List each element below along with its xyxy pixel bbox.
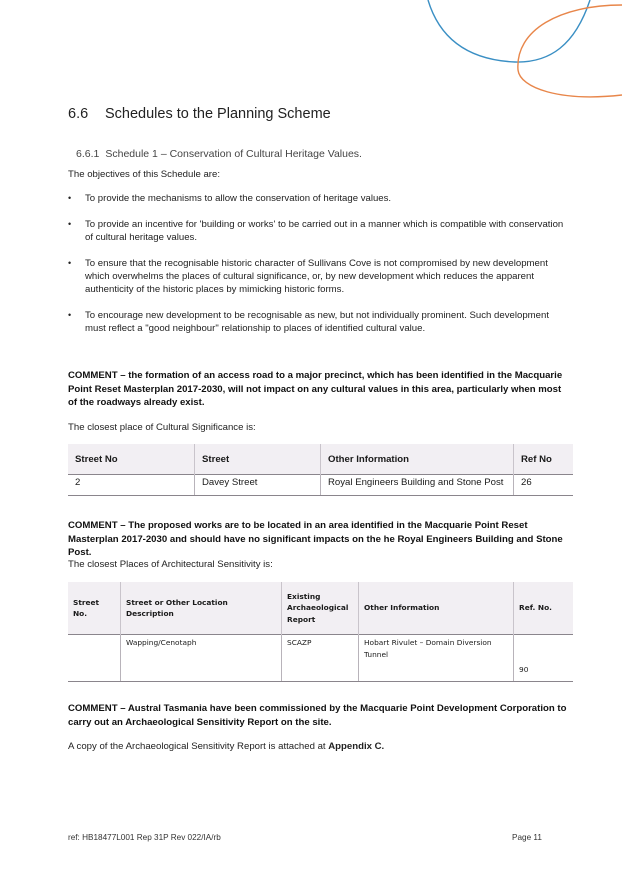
appendix-note xyxy=(68,740,384,753)
cell-street-no xyxy=(68,635,121,682)
page-number: Page 11 xyxy=(512,833,542,842)
blue-arc xyxy=(428,0,590,62)
comment-access-road: COMMENT – the formation of an access road to a major precinct, which has been identified in the Macquarie Point Reset Masterplan 2017-2030, will not impact on any cultural values in this area, particularly when most of the roadways already exist. xyxy=(68,370,563,408)
table-row xyxy=(68,635,573,682)
col-header-ref-no: Ref No xyxy=(514,444,574,475)
subsection-number: 6.6.1 xyxy=(76,148,100,160)
col-header-street-no: Street No. xyxy=(68,582,121,635)
table-row xyxy=(68,475,573,496)
decorative-arcs xyxy=(0,0,622,110)
col-header-arch-report: Existing Archaeological Report xyxy=(282,582,359,635)
comment-proposed-works: COMMENT – The proposed works are to be located in an area identified in the Macquarie Point Reset Masterplan 2017-2030 and should have no significant impacts on the he Royal Engineers Building and Stone Post. xyxy=(68,520,563,558)
list-item: • To encourage new development to be recognisable as new, but not individually prominent. Such development must reflect a "good neighbour" relationship to places of identified cultural value. xyxy=(68,310,549,334)
cell-ref-no: 90 xyxy=(514,635,574,682)
bullet-icon: • xyxy=(68,310,72,320)
subsection-heading xyxy=(76,148,362,160)
cell-street: Davey Street xyxy=(195,475,321,496)
col-header-location: Street or Other Location Description xyxy=(121,582,282,635)
cell-arch-report: SCAZP xyxy=(282,635,359,682)
bullet-icon: • xyxy=(68,258,72,268)
section-title: Schedules to the Planning Scheme xyxy=(105,106,331,122)
cell-location: Wapping/Cenotaph xyxy=(121,635,282,682)
objectives-intro: The objectives of this Schedule are: xyxy=(68,169,220,180)
closest-cultural-label: The closest place of Cultural Significance is: xyxy=(68,422,256,433)
col-header-other-info: Other Information xyxy=(359,582,514,635)
list-item: • To ensure that the recognisable historic character of Sullivans Cove is not compromised by new development which overwhelms the places of cultural significance, or, by new development which reduces the apparent authenticity of the historic places by mimicking historic forms. xyxy=(68,258,548,295)
cell-ref-no: 26 xyxy=(514,475,574,496)
bullet-icon: • xyxy=(68,193,72,203)
list-item: • To provide an incentive for 'building or works' to be carried out in a manner which is compatible with conservation of cultural heritage values. xyxy=(68,219,564,243)
closest-arch-label: The closest Places of Architectural Sensitivity is: xyxy=(68,559,273,570)
section-number: 6.6 xyxy=(68,106,89,122)
architectural-sensitivity-table xyxy=(68,582,573,682)
cell-other-info: Hobart Rivulet – Domain Diversion Tunnel xyxy=(359,635,514,682)
cell-street-no: 2 xyxy=(68,475,195,496)
comment-austral-tasmania: COMMENT – Austral Tasmania have been commissioned by the Macquarie Point Development Corporation to carry out an Archaeological Sensitivity Report on the site. xyxy=(68,703,567,728)
bullet-icon: • xyxy=(68,219,72,229)
orange-arc xyxy=(518,5,622,97)
cultural-significance-table xyxy=(68,444,573,496)
objectives-list xyxy=(68,192,568,335)
col-header-ref-no: Ref. No. xyxy=(514,582,574,635)
list-item: • To provide the mechanisms to allow the conservation of heritage values. xyxy=(68,193,392,204)
section-heading xyxy=(68,106,331,122)
subsection-title: Schedule 1 – Conservation of Cultural Heritage Values. xyxy=(105,148,362,160)
col-header-street: Street xyxy=(195,444,321,475)
footer-ref: ref: HB18477L001 Rep 31P Rev 022/IA/rb xyxy=(68,833,221,842)
cell-other-info: Royal Engineers Building and Stone Post xyxy=(321,475,514,496)
appendix-ref: Appendix C. xyxy=(328,741,385,752)
col-header-other-info: Other Information xyxy=(321,444,514,475)
appendix-text: A copy of the Archaeological Sensitivity Report is attached at xyxy=(68,741,329,752)
col-header-street-no: Street No xyxy=(68,444,195,475)
